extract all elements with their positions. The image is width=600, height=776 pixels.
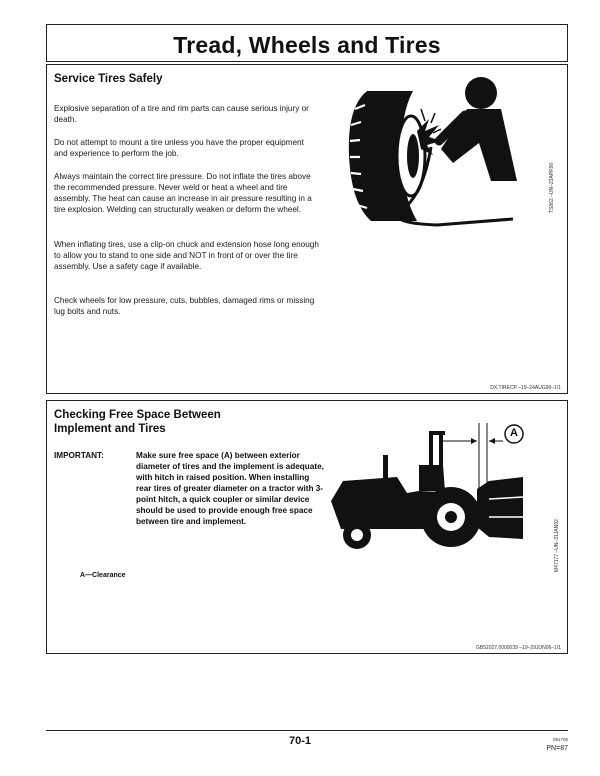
page-title: Tread, Wheels and Tires [173,32,441,58]
paragraph: When inflating tires, use a clip-on chuck and extension hose long enough to allow you to stand to one side and NOT in front of or over the tire assembly. Use a safety cage if available. [54,240,319,271]
section-free-space [46,400,568,654]
footer-divider [46,730,568,731]
page-title-box [46,24,568,62]
tire-explosion-illustration [341,69,521,229]
important-text: Make sure free space (A) between exterior diameter of tires and the implement is adequate, with hitch in raised position. When installing rear tires of greater diameter on a tractor with 3-point hitch, a quick coupler or similar device should be used to provide enough free space between tire and implement. [136,451,324,526]
section-service-tires [46,64,568,394]
page-reference: PN=87 [546,745,568,752]
paragraph: Do not attempt to mount a tire unless you have the proper equipment and experience to perform the job. [54,138,304,158]
figure-code: M47177 –UN–31JAN92 [554,519,560,572]
tractor-clearance-illustration [327,419,525,559]
paragraph: Explosive separation of a tire and rim parts can cause serious injury or death. [54,104,309,124]
reference-code: DX,TIRECP –19–24AUG90–1/1 [490,385,561,391]
paragraph: Always maintain the correct tire pressure. Do not inflate the tires above the recommended pressure. Never weld or heat a wheel and tire assembly. The heat can cause an increase in air pressure resulting in a tire explosion. Welding can structurally weaken or deform the wheel. [54,172,312,214]
reference-code: GB52027,0000039 –19–29JUN06–1/1 [475,645,561,651]
legend: A—Clearance [80,572,126,579]
doc-code: 081706 [552,737,568,742]
paragraph: Check wheels for low pressure, cuts, bubbles, damaged rims or missing lug bolts and nuts. [54,296,315,316]
page-number: 70-1 [288,735,312,747]
section-title: Service Tires Safely [54,73,163,85]
important-label: IMPORTANT: [54,451,104,460]
section-title: Checking Free Space Between Implement and Tires [54,409,221,435]
figure-code: TS862 –UN–23APR90 [549,162,555,213]
callout-label: A [510,427,518,439]
